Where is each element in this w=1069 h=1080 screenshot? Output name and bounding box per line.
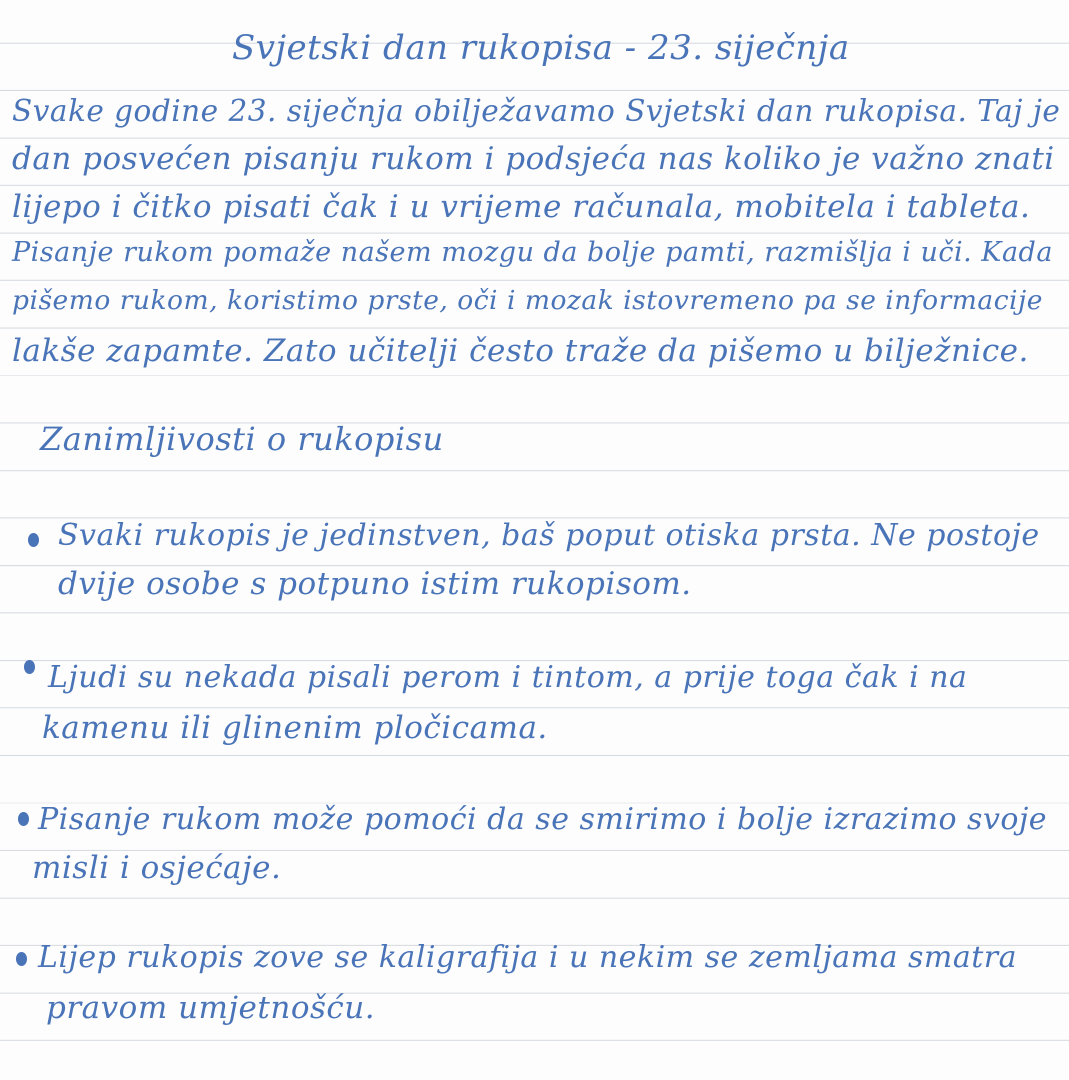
bullet-text: dvije osobe s potpuno istim rukopisom. <box>58 566 692 602</box>
bullet-text: Svaki rukopis je jedinstven, baš poput otiska prsta. Ne postoje <box>58 518 1040 553</box>
bullet-dot <box>16 952 27 966</box>
bullet-text: Pisanje rukom može pomoći da se smirimo i bolje izrazimo svoje <box>38 802 1048 837</box>
paragraph-line: lakše zapamte. Zato učitelji često traže da pišemo u bilježnice. <box>12 333 1029 369</box>
paragraph-line: Pisanje rukom pomaže našem mozgu da bolje pamti, razmišlja i uči. Kada <box>12 237 1053 268</box>
section-heading: Zanimljivosti o rukopisu <box>40 420 444 458</box>
paragraph-line: pišemo rukom, koristimo prste, oči i mozak istovremeno pa se informacije <box>12 285 1043 316</box>
bullet-text: Ljudi su nekada pisali perom i tintom, a prije toga čak i na <box>48 660 968 695</box>
paragraph-line: dan posvećen pisanju rukom i podsjeća nas koliko je važno znati <box>12 141 1055 177</box>
bullet-text: kamenu ili glinenim pločicama. <box>42 710 548 746</box>
bullet-dot <box>24 660 35 674</box>
bullet-dot <box>18 812 29 826</box>
bullet-dot <box>28 533 39 547</box>
bullet-text: pravom umjetnošću. <box>46 990 376 1026</box>
paragraph-line: Svake godine 23. siječnja obilježavamo Svjetski dan rukopisa. Taj je <box>12 94 1061 128</box>
bullet-text: Lijep rukopis zove se kaligrafija i u nekim se zemljama smatra <box>38 940 1018 975</box>
bullet-text: misli i osjećaje. <box>32 850 282 886</box>
page-title: Svjetski dan rukopisa - 23. siječnja <box>232 28 850 68</box>
paragraph-line: lijepo i čitko pisati čak i u vrijeme računala, mobitela i tableta. <box>12 189 1031 225</box>
